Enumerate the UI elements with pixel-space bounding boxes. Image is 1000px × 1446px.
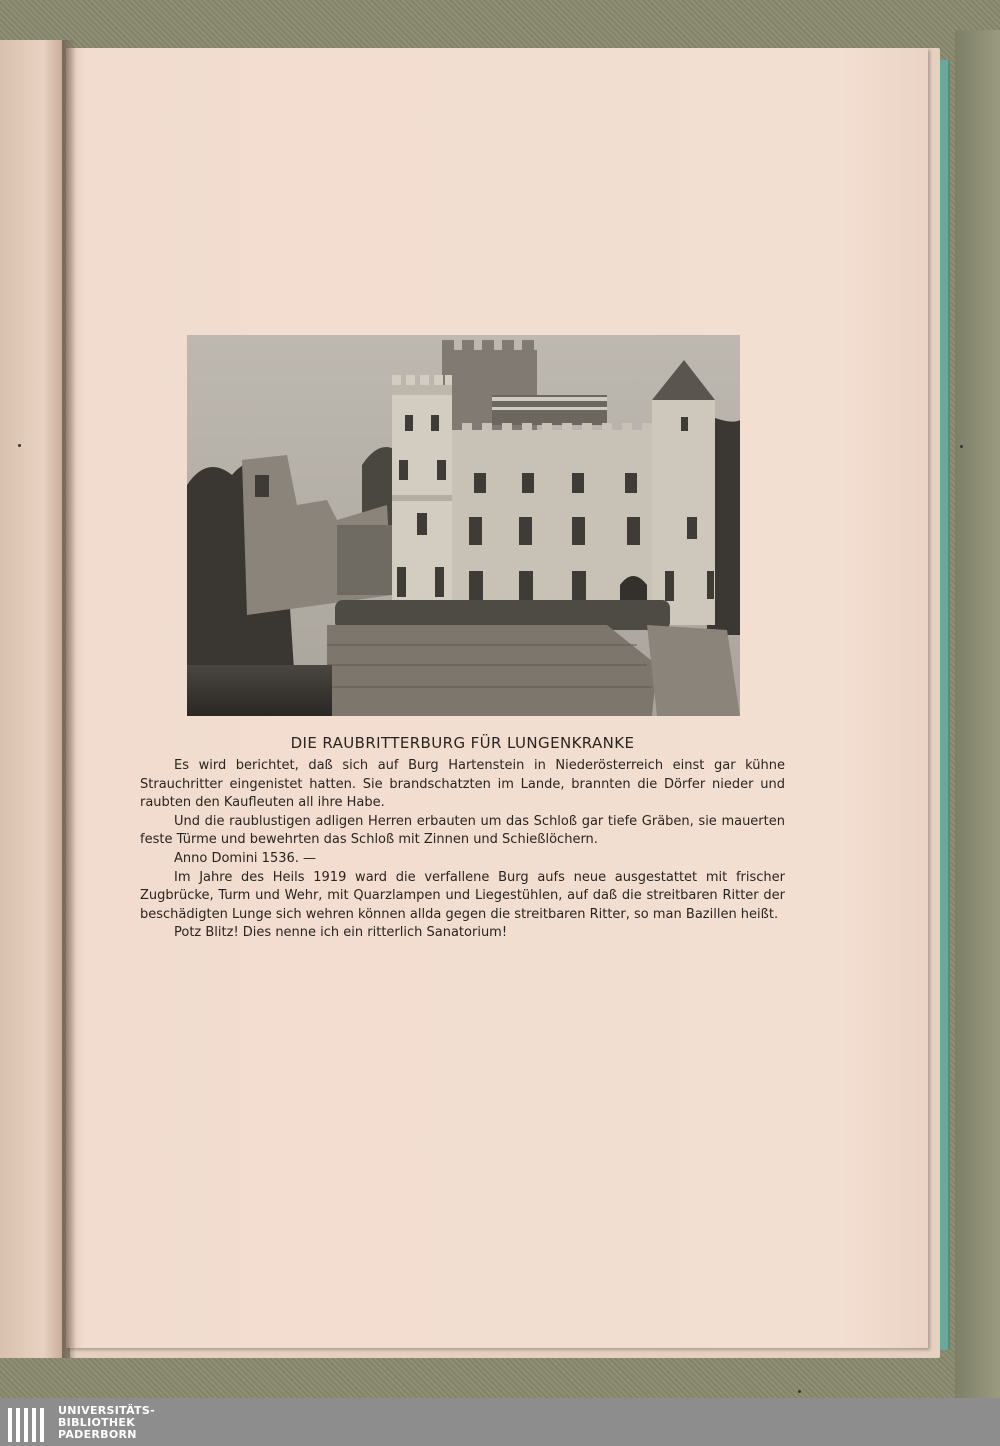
page-speck	[798, 1390, 801, 1393]
library-name-line: BIBLIOTHEK	[58, 1416, 136, 1429]
gutter-shadow	[62, 40, 76, 1358]
paragraph: Anno Domini 1536. —	[174, 850, 317, 866]
left-page	[0, 40, 62, 1358]
article-text	[140, 757, 785, 943]
library-footer	[0, 1398, 1000, 1446]
page-speck	[960, 445, 963, 448]
page-speck	[18, 444, 21, 447]
paragraph: Im Jahre des Heils 1919 ward die verfallene Burg aufs neue ausgestattet mit frischer Zugbrücke, Turm und Wehr, mit Quarzlampen und Liegestühlen, auf daß die streitbaren Ritter der beschädigten Lunge sich wehren können allda gegen die streitbaren Ritter, so man Bazillen heißt.	[140, 869, 785, 922]
paragraph: Potz Blitz! Dies nenne ich ein ritterlich Sanatorium!	[174, 925, 508, 941]
library-name	[58, 1405, 155, 1441]
library-name-line: PADERBORN	[58, 1428, 137, 1441]
photo-caption: DIE RAUBRITTERBURG FÜR LUNGENKRANKE	[290, 734, 635, 752]
library-logo-icon	[8, 1404, 50, 1442]
castle-photograph	[187, 335, 740, 716]
book-cover-edge	[955, 30, 1000, 1398]
castle-illustration	[187, 335, 740, 716]
paragraph: Und die raublustigen adligen Herren erbauten um das Schloß gar tiefe Gräben, sie mauerten feste Türme und bewehrten das Schloß mit Zinnen und Schießlöchern.	[140, 813, 785, 848]
library-name-line: UNIVERSITÄTS-	[58, 1404, 155, 1417]
paragraph: Es wird berichtet, daß sich auf Burg Hartenstein in Niederösterreich einst gar kühne Strauchritter eingenistet hatten. Sie brandschatzten im Lande, brannten die Dörfer nieder und raubten den Kaufleuten all ihre Habe.	[140, 758, 785, 811]
